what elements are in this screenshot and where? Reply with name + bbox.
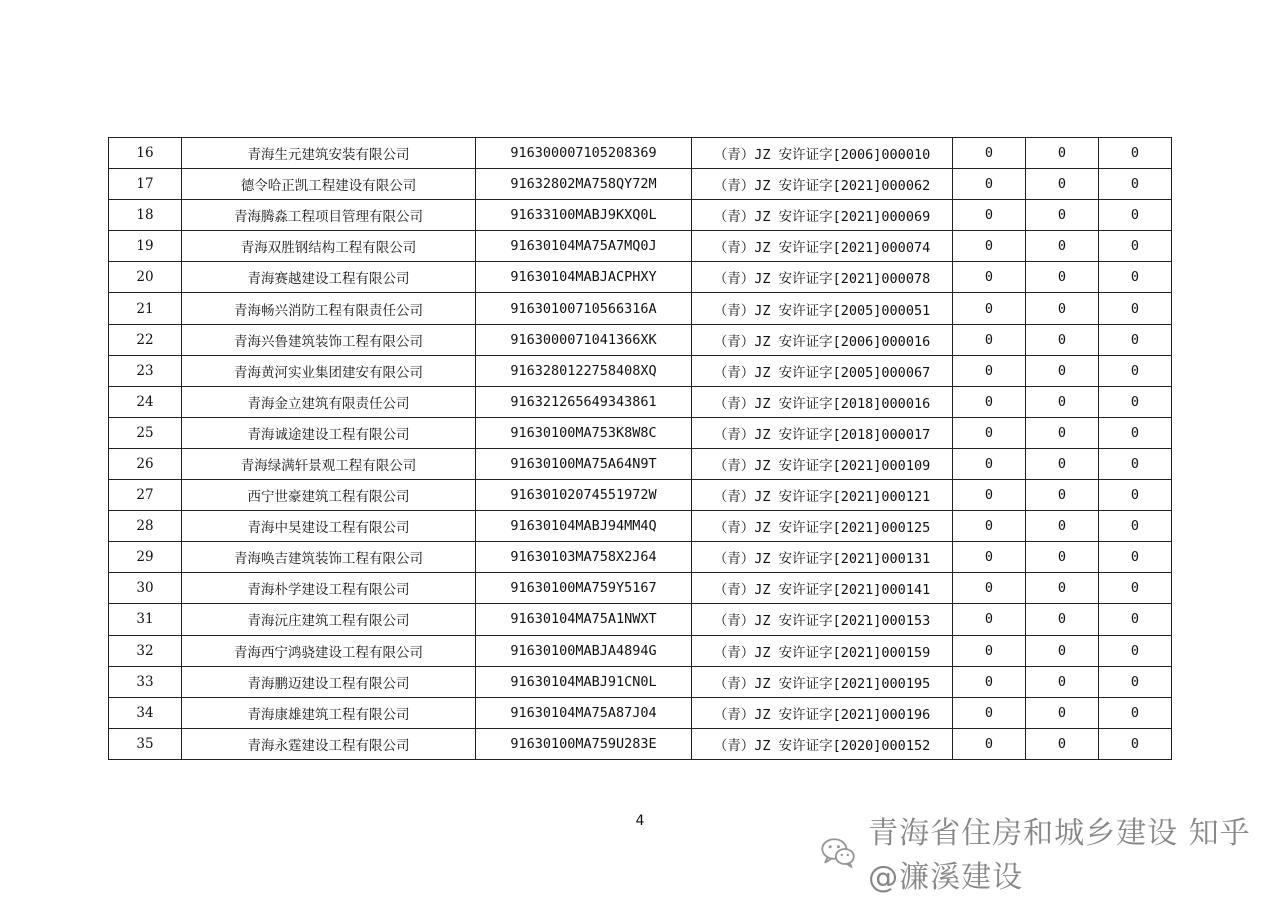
safety-permit-number: （青）JZ 安许证字[2021]000109	[692, 448, 953, 479]
count-cell-2: 0	[1026, 542, 1099, 573]
credit-code: 91632802MA758QY72M	[476, 169, 692, 200]
count-cell-1: 0	[953, 573, 1026, 604]
count-cell-3: 0	[1099, 728, 1172, 759]
company-name: 青海赛越建设工程有限公司	[182, 262, 476, 293]
company-name: 青海永霆建设工程有限公司	[182, 728, 476, 759]
table-row	[109, 324, 1172, 355]
row-number: 29	[109, 542, 182, 573]
credit-code: 9163280122758408XQ	[476, 355, 692, 386]
credit-code: 91630104MA75A7MQ0J	[476, 231, 692, 262]
row-number: 32	[109, 635, 182, 666]
count-cell-3: 0	[1099, 262, 1172, 293]
credit-code: 91630104MABJACPHXY	[476, 262, 692, 293]
count-cell-3: 0	[1099, 697, 1172, 728]
company-name: 青海诚途建设工程有限公司	[182, 417, 476, 448]
row-number: 28	[109, 511, 182, 542]
row-number: 22	[109, 324, 182, 355]
row-number: 19	[109, 231, 182, 262]
safety-permit-number: （青）JZ 安许证字[2021]000196	[692, 697, 953, 728]
count-cell-3: 0	[1099, 635, 1172, 666]
count-cell-2: 0	[1026, 200, 1099, 231]
count-cell-1: 0	[953, 666, 1026, 697]
watermark	[820, 816, 1280, 895]
table-row	[109, 262, 1172, 293]
row-number: 31	[109, 604, 182, 635]
credit-code: 91630100710566316A	[476, 293, 692, 324]
table-row	[109, 728, 1172, 759]
company-name: 青海中昊建设工程有限公司	[182, 511, 476, 542]
company-name: 青海西宁鸿骁建设工程有限公司	[182, 635, 476, 666]
count-cell-2: 0	[1026, 604, 1099, 635]
table-row	[109, 231, 1172, 262]
safety-permit-number: （青）JZ 安许证字[2021]000131	[692, 542, 953, 573]
safety-permit-number: （青）JZ 安许证字[2005]000067	[692, 355, 953, 386]
count-cell-1: 0	[953, 635, 1026, 666]
company-name: 青海唤吉建筑装饰工程有限公司	[182, 542, 476, 573]
wechat-icon	[820, 830, 856, 874]
count-cell-2: 0	[1026, 635, 1099, 666]
count-cell-1: 0	[953, 511, 1026, 542]
count-cell-1: 0	[953, 355, 1026, 386]
count-cell-3: 0	[1099, 573, 1172, 604]
page-number: 4	[635, 813, 645, 829]
count-cell-1: 0	[953, 448, 1026, 479]
table-row	[109, 635, 1172, 666]
credit-code: 9163000071041366XK	[476, 324, 692, 355]
row-number: 18	[109, 200, 182, 231]
safety-permit-number: （青）JZ 安许证字[2021]000069	[692, 200, 953, 231]
company-name: 青海绿满轩景观工程有限公司	[182, 448, 476, 479]
count-cell-2: 0	[1026, 324, 1099, 355]
row-number: 30	[109, 573, 182, 604]
row-number: 26	[109, 448, 182, 479]
table-row	[109, 604, 1172, 635]
safety-permit-number: （青）JZ 安许证字[2021]000153	[692, 604, 953, 635]
credit-code: 91630100MA753K8W8C	[476, 417, 692, 448]
count-cell-2: 0	[1026, 448, 1099, 479]
count-cell-1: 0	[953, 324, 1026, 355]
credit-code: 91630103MA758X2J64	[476, 542, 692, 573]
credit-code: 91633100MABJ9KXQ0L	[476, 200, 692, 231]
table-row	[109, 480, 1172, 511]
count-cell-3: 0	[1099, 169, 1172, 200]
count-cell-2: 0	[1026, 262, 1099, 293]
row-number: 27	[109, 480, 182, 511]
count-cell-3: 0	[1099, 200, 1172, 231]
count-cell-3: 0	[1099, 293, 1172, 324]
table-row	[109, 200, 1172, 231]
company-name: 青海沅庄建筑工程有限公司	[182, 604, 476, 635]
row-number: 24	[109, 386, 182, 417]
company-name: 青海鹏迈建设工程有限公司	[182, 666, 476, 697]
count-cell-1: 0	[953, 542, 1026, 573]
company-table	[108, 137, 1172, 760]
count-cell-3: 0	[1099, 355, 1172, 386]
count-cell-3: 0	[1099, 324, 1172, 355]
table-row	[109, 386, 1172, 417]
count-cell-2: 0	[1026, 728, 1099, 759]
table-row	[109, 511, 1172, 542]
count-cell-1: 0	[953, 293, 1026, 324]
count-cell-1: 0	[953, 480, 1026, 511]
count-cell-3: 0	[1099, 138, 1172, 169]
safety-permit-number: （青）JZ 安许证字[2021]000121	[692, 480, 953, 511]
count-cell-3: 0	[1099, 542, 1172, 573]
count-cell-2: 0	[1026, 386, 1099, 417]
table-body	[109, 138, 1172, 760]
safety-permit-number: （青）JZ 安许证字[2021]000062	[692, 169, 953, 200]
credit-code: 91630104MA75A1NWXT	[476, 604, 692, 635]
count-cell-2: 0	[1026, 480, 1099, 511]
table-row	[109, 293, 1172, 324]
row-number: 17	[109, 169, 182, 200]
count-cell-2: 0	[1026, 417, 1099, 448]
count-cell-3: 0	[1099, 480, 1172, 511]
count-cell-3: 0	[1099, 231, 1172, 262]
table-row	[109, 138, 1172, 169]
safety-permit-number: （青）JZ 安许证字[2021]000159	[692, 635, 953, 666]
safety-permit-number: （青）JZ 安许证字[2021]000078	[692, 262, 953, 293]
company-name: 青海畅兴消防工程有限责任公司	[182, 293, 476, 324]
safety-permit-number: （青）JZ 安许证字[2005]000051	[692, 293, 953, 324]
company-name: 青海兴鲁建筑装饰工程有限公司	[182, 324, 476, 355]
count-cell-2: 0	[1026, 138, 1099, 169]
credit-code: 916321265649343861	[476, 386, 692, 417]
credit-code: 91630102074551972W	[476, 480, 692, 511]
credit-code: 91630104MA75A87J04	[476, 697, 692, 728]
safety-permit-number: （青）JZ 安许证字[2018]000017	[692, 417, 953, 448]
table-row	[109, 542, 1172, 573]
safety-permit-number: （青）JZ 安许证字[2021]000074	[692, 231, 953, 262]
row-number: 21	[109, 293, 182, 324]
count-cell-2: 0	[1026, 511, 1099, 542]
table-row	[109, 169, 1172, 200]
credit-code: 91630100MA759Y5167	[476, 573, 692, 604]
count-cell-3: 0	[1099, 604, 1172, 635]
count-cell-3: 0	[1099, 666, 1172, 697]
safety-permit-number: （青）JZ 安许证字[2006]000010	[692, 138, 953, 169]
count-cell-3: 0	[1099, 386, 1172, 417]
company-name: 青海金立建筑有限责任公司	[182, 386, 476, 417]
count-cell-3: 0	[1099, 448, 1172, 479]
table-row	[109, 666, 1172, 697]
credit-code: 91630104MABJ91CN0L	[476, 666, 692, 697]
count-cell-2: 0	[1026, 231, 1099, 262]
count-cell-2: 0	[1026, 169, 1099, 200]
safety-permit-number: （青）JZ 安许证字[2021]000141	[692, 573, 953, 604]
row-number: 20	[109, 262, 182, 293]
safety-permit-number: （青）JZ 安许证字[2018]000016	[692, 386, 953, 417]
count-cell-2: 0	[1026, 355, 1099, 386]
table-row	[109, 573, 1172, 604]
count-cell-2: 0	[1026, 666, 1099, 697]
row-number: 25	[109, 417, 182, 448]
table-row	[109, 355, 1172, 386]
company-name: 青海双胜钢结构工程有限公司	[182, 231, 476, 262]
company-name: 青海腾淼工程项目管理有限公司	[182, 200, 476, 231]
count-cell-3: 0	[1099, 511, 1172, 542]
safety-permit-number: （青）JZ 安许证字[2021]000125	[692, 511, 953, 542]
row-number: 35	[109, 728, 182, 759]
count-cell-1: 0	[953, 417, 1026, 448]
count-cell-1: 0	[953, 231, 1026, 262]
count-cell-1: 0	[953, 169, 1026, 200]
table-row	[109, 417, 1172, 448]
company-name: 德令哈正凯工程建设有限公司	[182, 169, 476, 200]
row-number: 16	[109, 138, 182, 169]
company-name: 青海生元建筑安装有限公司	[182, 138, 476, 169]
count-cell-2: 0	[1026, 573, 1099, 604]
row-number: 34	[109, 697, 182, 728]
company-name: 青海康雄建筑工程有限公司	[182, 697, 476, 728]
count-cell-1: 0	[953, 200, 1026, 231]
safety-permit-number: （青）JZ 安许证字[2006]000016	[692, 324, 953, 355]
count-cell-1: 0	[953, 728, 1026, 759]
credit-code: 91630104MABJ94MM4Q	[476, 511, 692, 542]
table-row	[109, 448, 1172, 479]
safety-permit-number: （青）JZ 安许证字[2020]000152	[692, 728, 953, 759]
count-cell-1: 0	[953, 386, 1026, 417]
safety-permit-number: （青）JZ 安许证字[2021]000195	[692, 666, 953, 697]
count-cell-1: 0	[953, 138, 1026, 169]
credit-code: 91630100MA759U283E	[476, 728, 692, 759]
count-cell-1: 0	[953, 262, 1026, 293]
count-cell-1: 0	[953, 604, 1026, 635]
count-cell-2: 0	[1026, 697, 1099, 728]
count-cell-1: 0	[953, 697, 1026, 728]
count-cell-3: 0	[1099, 417, 1172, 448]
company-name: 青海朴学建设工程有限公司	[182, 573, 476, 604]
row-number: 33	[109, 666, 182, 697]
watermark-text: 青海省住房和城乡建设 知乎 @濂溪建设	[868, 816, 1251, 895]
row-number: 23	[109, 355, 182, 386]
count-cell-2: 0	[1026, 293, 1099, 324]
company-name: 西宁世豪建筑工程有限公司	[182, 480, 476, 511]
table-row	[109, 697, 1172, 728]
credit-code: 91630100MABJA4894G	[476, 635, 692, 666]
company-name: 青海黄河实业集团建安有限公司	[182, 355, 476, 386]
credit-code: 916300007105208369	[476, 138, 692, 169]
credit-code: 91630100MA75A64N9T	[476, 448, 692, 479]
